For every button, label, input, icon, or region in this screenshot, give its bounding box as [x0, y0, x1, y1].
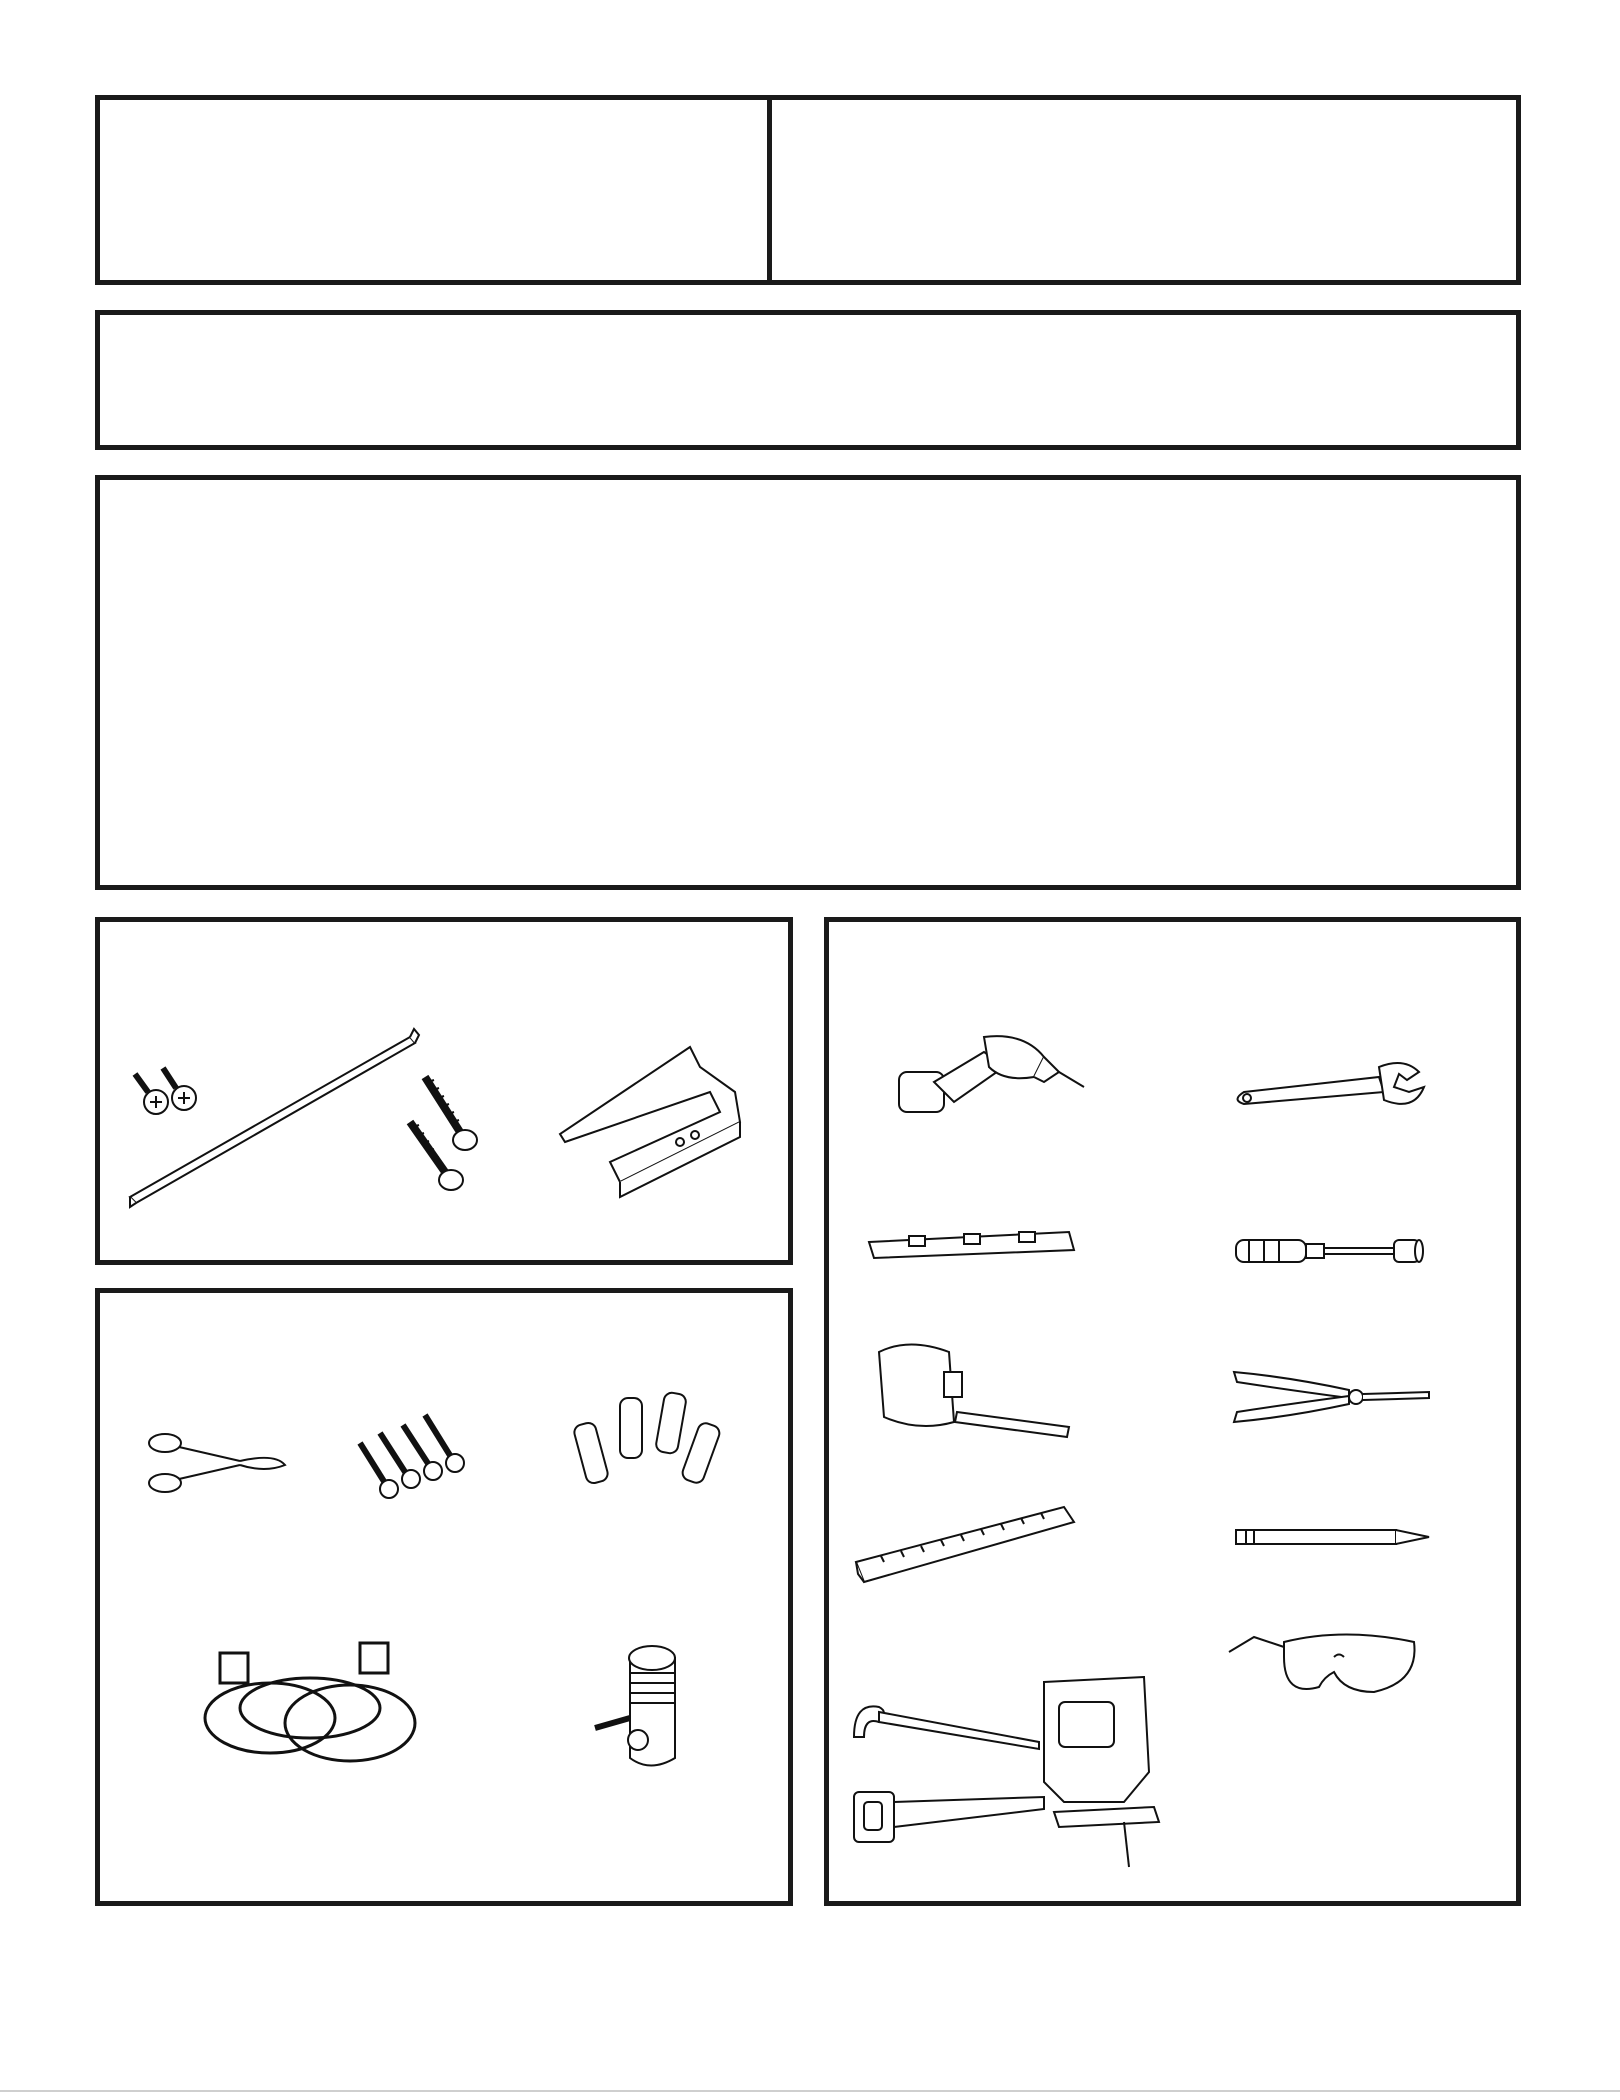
wall-anchors-icon [570, 1388, 730, 1518]
parts-needed-box [95, 1288, 793, 1906]
pliers-icon [1229, 1362, 1439, 1432]
nut-driver-icon [1234, 1232, 1434, 1272]
notice-box [95, 310, 1521, 450]
lag-screws-icon [405, 1072, 495, 1192]
tin-snips-icon [145, 1423, 295, 1503]
bottom-rule [0, 2090, 1620, 2092]
tape-measure-icon [869, 1332, 1079, 1452]
safety-glasses-icon [1224, 1622, 1434, 1722]
anti-tip-bracket-icon [560, 1042, 760, 1202]
power-cord-icon [200, 1638, 430, 1778]
drill-icon [894, 1022, 1094, 1142]
saws-icon [849, 1697, 1059, 1857]
ruler-icon [854, 1502, 1084, 1592]
tools-box [824, 917, 1521, 1906]
level-icon [869, 1222, 1079, 1262]
adjustable-wrench-icon [1229, 1052, 1439, 1122]
filler-strip-icon [130, 1027, 420, 1207]
pencil-icon [1234, 1522, 1434, 1552]
header-divider [767, 95, 772, 285]
parts-supplied-box [95, 917, 793, 1265]
strain-relief-connector-icon [590, 1638, 710, 1788]
hex-screws-icon [355, 1403, 495, 1513]
jigsaw-icon [1034, 1672, 1164, 1872]
instructions-box [95, 475, 1521, 890]
header-box [95, 95, 1521, 285]
